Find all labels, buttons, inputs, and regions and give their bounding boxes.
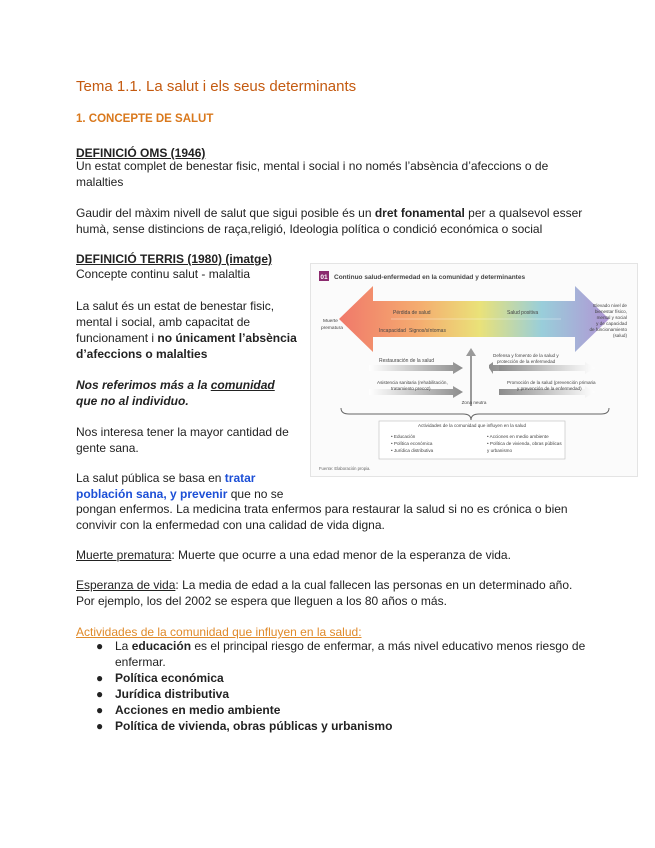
blue-run: población sana, y prevenir	[76, 487, 228, 501]
bold-run: Jurídica distributiva	[115, 687, 230, 701]
bold-run: d’afeccions o malalties	[76, 347, 208, 361]
bold-run: no únicament l’absència	[157, 331, 297, 345]
bold-run: educación	[131, 639, 192, 653]
activities-box-item: • Acciones en medio ambiente	[487, 434, 549, 439]
terris-paragraph-line: La salut és un estat de benestar fisic,	[76, 299, 275, 313]
bold-run: Política económica	[115, 671, 224, 685]
healthy-people-line-1: Nos interesa tener la mayor cantidad de	[76, 425, 289, 439]
bullet-icon: ●	[96, 671, 104, 685]
arrow-label: Defensa y fomento de la salud y	[493, 353, 559, 358]
activities-box-title: Actividades de la comunidad que influyen en la salud	[417, 423, 527, 428]
activities-box-item: • Política económica	[391, 441, 433, 446]
brace	[341, 408, 609, 420]
text-run: enfermar.	[115, 655, 166, 669]
activities-heading: Actividades de la comunidad que influyen en la salud:	[76, 625, 362, 639]
figure-badge-text: 01	[320, 274, 328, 281]
right-to-health-line-1	[76, 205, 582, 221]
vertical-arrowhead	[466, 348, 476, 356]
oms-definition-heading: DEFINICIÓ OMS (1946)	[76, 146, 206, 160]
premature-death-definition	[76, 547, 511, 563]
community-line-2: que no al individuo.	[76, 394, 189, 408]
band-label: Signos/síntomas	[409, 328, 446, 334]
band-label: Pérdida de salud	[393, 310, 431, 316]
life-expectancy-example: Por ejemplo, los del 2002 se espera que lleguen a los 80 años o más.	[76, 594, 447, 608]
figure-title: Continuo salud-enfermedad en la comunidad y determinantes	[334, 274, 526, 281]
term: Muerte prematura	[76, 548, 172, 562]
right-label: de funcionamiento	[589, 327, 627, 332]
oms-definition-line-2: malalties	[76, 175, 124, 189]
right-label: y de capacidad	[596, 321, 627, 326]
terris-line-1: Concepte continu salut - malaltia	[76, 267, 251, 281]
bullet-icon: ●	[96, 703, 104, 717]
bold-run: dret fonamental	[374, 206, 465, 220]
text-run: que no se	[227, 487, 284, 501]
list-item	[96, 686, 596, 702]
right-label: (salud)	[612, 333, 627, 338]
public-health-line-1	[76, 470, 255, 486]
term: Esperanza de vida	[76, 578, 176, 592]
right-label: mental y social	[596, 315, 627, 320]
text-run: funcionament i	[76, 331, 158, 345]
terris-paragraph-line	[76, 330, 297, 346]
list-item	[96, 702, 596, 718]
section-heading: 1. CONCEPTE DE SALUT	[76, 113, 214, 125]
arrow-label: protección de la enfermedad	[497, 359, 556, 364]
list-item	[96, 638, 596, 670]
right-label: Elevado nivel de	[593, 303, 627, 308]
public-health-line-3: pongan enfermos. La medicina trata enfermos para restaurar la salud si no es crónica o bien	[76, 502, 568, 516]
healthy-people-line-2: gente sana.	[76, 441, 139, 455]
right-to-health-line-2: humà, sense distincions de raça,religió, Ideologia política o condició económica o social	[76, 222, 543, 236]
activities-list	[96, 638, 596, 734]
arrow-label: y prevención de la enfermedad)	[517, 386, 582, 391]
public-health-line-2	[76, 486, 283, 502]
list-item	[96, 670, 596, 686]
bold-run: Política de vivienda, obras públicas y urbanismo	[115, 719, 393, 733]
terris-paragraph-line	[76, 346, 207, 362]
arrow-label: Restauración de la salud	[379, 358, 435, 364]
life-expectancy-definition	[76, 577, 572, 593]
text-run: es el principal riesgo de enfermar, a más nivel educativo menos riesgo de	[191, 639, 586, 653]
text-run: Nos referimos más a la	[76, 378, 211, 392]
text-run: : La media de edad a la cual fallecen las personas en un determinado año.	[175, 578, 573, 592]
terris-definition-heading: DEFINICIÓ TERRIS (1980) (imatge)	[76, 252, 273, 266]
text-run: La	[115, 639, 132, 653]
arrow-label: Promoción de la salud (prevención primaria	[507, 380, 596, 385]
figure-diagram	[311, 264, 637, 476]
bullet-icon: ●	[96, 719, 104, 733]
blue-run: tratar	[224, 471, 256, 485]
bold-run: Acciones en medio ambiente	[115, 703, 281, 717]
arrow-label: Asistencia sanitaria (rehabilitación,	[377, 380, 448, 385]
left-label: Muerte	[323, 319, 338, 324]
text-run: La salut pública se basa en	[76, 471, 225, 485]
activities-box-item: • Educación	[391, 434, 416, 439]
activities-box-item: y urbanismo	[487, 448, 513, 453]
text-run: Gaudir del màxim nivell de salut que sigui posible és un	[76, 206, 375, 220]
list-item	[96, 718, 596, 734]
page-title: Tema 1.1. La salut i els seus determinants	[76, 78, 357, 95]
arrow-label: tratamiento precoz)	[391, 386, 431, 391]
figure-source: Fuente: Elaboración propia.	[319, 466, 371, 471]
bullet-icon: ●	[96, 687, 104, 701]
community-line-1	[76, 377, 275, 393]
activities-box-item: • Jurídica distributiva	[391, 448, 434, 453]
health-continuum-figure	[310, 263, 638, 477]
right-label: bienestar físico,	[594, 309, 627, 314]
oms-definition-line-1: Un estat complet de benestar fisic, mental i social i no només l’absència d’afeccions o de	[76, 159, 549, 173]
underlined-run: comunidad	[210, 378, 275, 392]
band-label: Salud positiva	[507, 310, 539, 316]
text-run: per a qualsevol esser	[464, 206, 583, 220]
text-run: : Muerte que ocurre a una edad menor de la esperanza de vida.	[171, 548, 511, 562]
left-label: prematura	[321, 326, 343, 331]
terris-paragraph-line: mental i social, amb capacitat de	[76, 315, 251, 329]
bullet-icon: ●	[96, 639, 104, 653]
neutral-zone-label: Zona neutra	[461, 400, 487, 405]
public-health-line-4: convivir con la enfermedad con una calidad de vida digna.	[76, 518, 385, 532]
band-label: Incapacidad	[379, 328, 406, 334]
activities-box-item: • Política de vivienda, obras públicas	[487, 441, 562, 446]
